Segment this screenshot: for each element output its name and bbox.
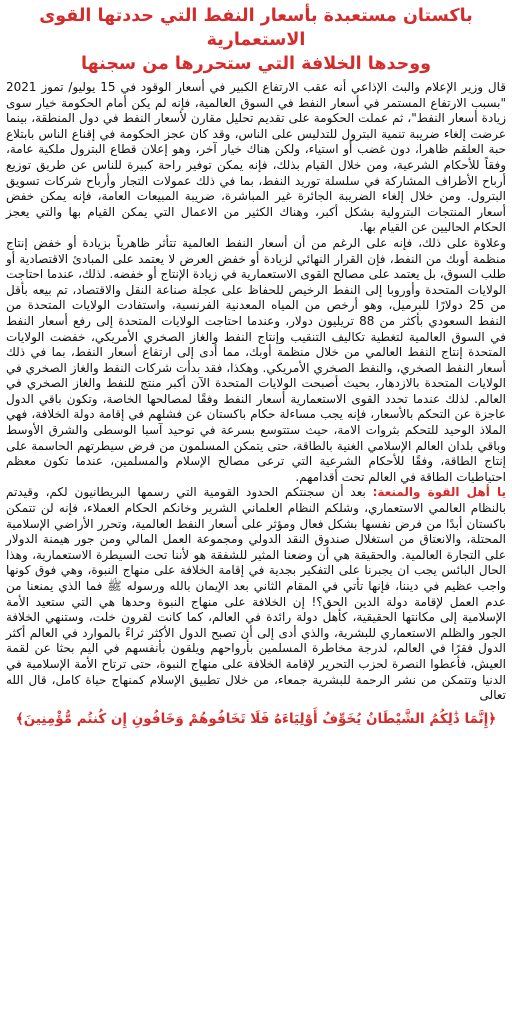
article-title: [6, 4, 506, 76]
article-body: [6, 80, 506, 704]
paragraph-3-text: بعد أن سجنتكم الحدود القومية التي رسمها البريطانيون لكم، وقيدتم بالنظام العالمي الاستعماري، وشلكم النظام العلماني الشرير وخانكم الحكام العملاء، فإنه لن تتمكن باكستان أبدًا من فرض نفسها بشكل فعال ومؤثر على أسعار النفط العالمية، وتحرر الأراضي الإسلامية المحتلة، والانعتاق من استغلال صندوق النقد الدولي ومجموعة العمل المالي ومن جور هيمنة الدولار على التجارة العالمية. والحقيقة هي أن وضعنا المثير للشفقة هو لأننا تحت السيطرة الاستعمارية، وهذا الحال البائس يجب ان يجبرنا على التفكير بجدية في إقامة الخلافة على منهاج النبوة، وهي فوق كونها واجب عظيم في ديننا، فإنها تأتي في المقام الثاني بعد الإيمان بالله ورسوله ﷺ فما الذي يمنعنا من عدم العمل لإقامة دولة الدين الحق؟! إن الخلافة على منهاج النبوة وحدها هي التي ستعيد الأمة الإسلامية إلى مكانتها الحقيقية، كأهل دولة رائدة في العالم، كما كانت لقرون خلت، وستنهي الخلافة الجور والظلم الاستعماري للبشرية، والذي أدى إلى أن تصبح الدول الأكثر ثراءً بالموارد في العالم أكثر الدول فقرًا في العالم، لدرجة مخاطرة المسلمين بأرواحهم ويلقون بأنفسهم في اليم بحثا عن لقمة العيش، فأعطوا النصرة لحزب التحرير لإقامة الخلافة على منهاج النبوة، حتى ترتاح الأمة الإسلامية في الدنيا وتتمكن من نشر الرحمة للبشرية جمعاء، من خلال تطبيق الإسلام كمنهاج حياة كامل، قال الله تعالى: [6, 485, 506, 703]
title-line-2: ووحدها الخلافة التي ستحررها من سجنها: [81, 54, 431, 74]
call-label: يا أهل القوة والمنعة:: [372, 485, 506, 500]
paragraph-1: قال وزير الإعلام والبث الإذاعي أنه عقب الارتفاع الكبير في أسعار الوقود في 15 يوليو/ تموز 2021 "بسبب الارتفاع المستمر في أسعار النفط في السوق العالمية، فإنه لم يكن أمام الحكومة خيار سوى زيادة أسعار النفط"، ثم عملت الحكومة على تقديم تحليل مقارن لأسعار النفط في دول المنطقة، بينما عرضت إلغاء ضريبة تنمية البترول للتدليس على الناس، وقد كان عجز الحكومة في إقناع الناس بابتلاع حبة العلقم ظاهرا، دون غضب أو استياء، ولكن هناك خيار آخر، وهو إعلان قطاع البترول ملكية عامة، وفقاً للأحكام الشرعية، ومن خلال القيام بذلك، فإنه يمكن توفير راحة كبيرة للناس عن طريق توزيع أرباح الأطراف المشاركة في سلسلة توريد النفط، بما في ذلك عمولات التجار وأرباح شركات تسويق البترول. ومن خلال إلغاء الضريبة الجائرة غير المباشرة، ضريبة المبيعات العامة، فإنه يمكن خفض أسعار المنتجات البترولية بشكل أكبر، وهناك الكثير من الاعمال التي يمكن القيام بها والتي يعجز الحكام الحاليين عن القيام بها.: [6, 80, 506, 235]
paragraph-2: وعلاوة على ذلك، فإنه على الرغم من أن أسعار النفط العالمية تتأثر ظاهرياً بزيادة أو خفض إنتاج منظمة أوبك من النفط، فإن القرار النهائي لزيادة أو خفض العرض لا يعتمد على المبادئ الاقتصادية أو طلب السوق، بل يعتمد على مصالح القوى الاستعمارية في زيادة الإنتاج أو خفضه. لذلك، عندما احتاجت الولايات المتحدة وأوروبا إلى النفط الرخيص للحفاظ على عجلة صناعة النقل والاقتصاد، تم بيعه بأقل من 25 دولارًا للبرميل، وهو أرخص من المياه المعدنية الفرنسية، واستفادت الولايات المتحدة من النفط السعودي بأكثر من 88 تريليون دولار، وعندما احتاجت الولايات المتحدة إلى رفع أسعار النفط في السوق العالمية لتغطية تكاليف التنقيب وإنتاج النفط والغاز الصخري الأمريكي، خفضت الولايات المتحدة إنتاج النفط العالمي من خلال منظمة أوبك، مما أدى إلى ارتفاع أسعار النفط، بما في ذلك أسعار النفط الصخري، والنفط الصخري الأمريكي. وهكذا، فقد بدأت شركات النفط والغاز الصخري في الولايات المتحدة بالازدهار، بحيث أصبحت الولايات المتحدة الآن أكبر منتج للنفط والغاز الصخري في العالم. لذلك عندما تحدد القوى الاستعمارية أسعار النفط وفقًا لمصالحها الخاصة، وتكون باقي الدول عاجزة عن التحكم بالأسعار، فإنه يجب مساءلة حكام باكستان عن فشلهم في إقامة دولة الخلافة، فهي الملاذ الوحيد للتحكم بثروات الامة، حيث ستتوسع بسرعة في توحيد آسيا الوسطى والشرق الأوسط وباقي بلدان العالم الإسلامي الغنية بالطاقة، حتى يتمكن المسلمون من فرض سيطرتهم الحاسمة على إنتاج الطاقة، وفقًا للأحكام الشرعية التي ترعى مصالح الإسلام والمسلمين، عندما تكون معظم احتياطيات الطاقة في العالم تحت أقدامهم.: [6, 235, 506, 484]
quran-verse: ﴿إِنَّمَا ذَٰلِكُمُ الشَّيْطَانُ يُخَوِّفُ أَوْلِيَاءَهُ فَلَا تَخَافُوهُمْ وَخَافُونِ إِن كُنتُم مُّؤْمِنِينَ﴾: [15, 710, 497, 727]
paragraph-3: [6, 485, 506, 703]
title-line-1: باكستان مستعبدة بأسعار النفط التي حددتها القوى الاستعمارية: [39, 6, 473, 50]
